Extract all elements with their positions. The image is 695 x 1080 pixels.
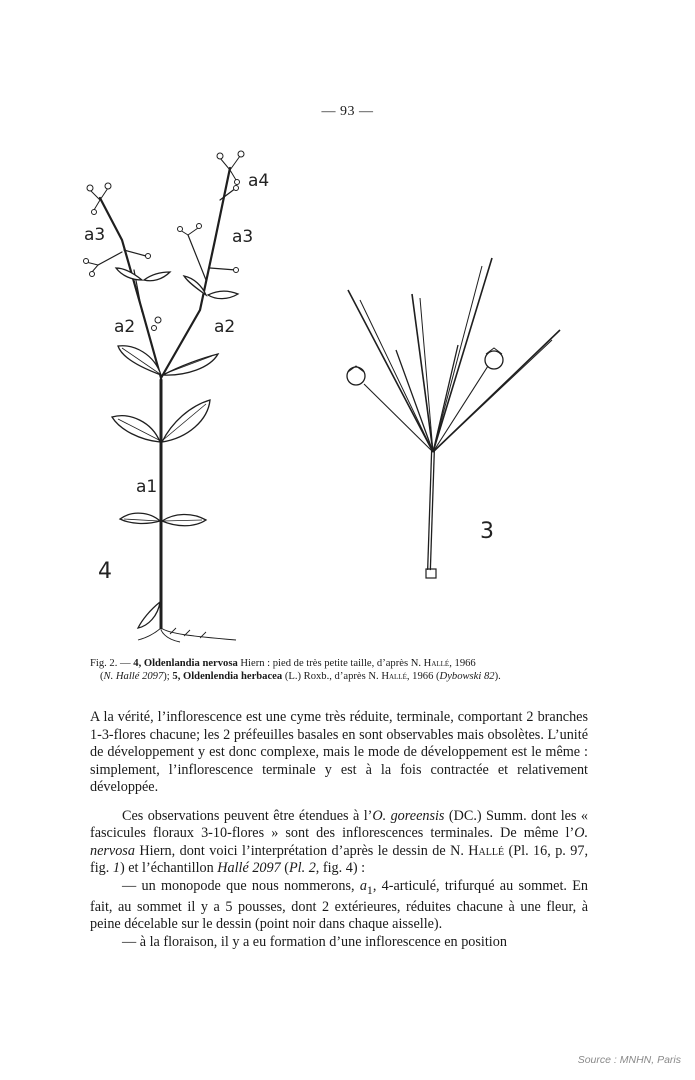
caption-fig-ref: Fig. 2. —: [90, 658, 134, 669]
herbacea-illustration: [347, 258, 560, 578]
leaf: [144, 272, 170, 281]
list-item: — à la floraison, il y a eu formation d’une inflorescence en position: [122, 933, 507, 950]
caption-specimen: N. Hallé 2097: [103, 671, 164, 682]
leaf: [208, 291, 238, 299]
caption-specimen: Dybowski 82: [439, 671, 495, 682]
leaf: [120, 513, 160, 523]
leaf: [184, 276, 206, 295]
label-a3-right: a3: [232, 227, 254, 247]
leaf: [116, 268, 142, 280]
paragraph-1: A la vérité, l’inflorescence est une cyme très réduite, terminale, comportant 2 branches 1-3-flores chacune; les 2 préfeuilles basales en sont observables mais obsolètes. L’unité de développement y est donc complexe, mais le mode de développement est le même : simplement, l’inflorescence terminale y est à la fois contractée et relativement développée.: [90, 709, 588, 795]
roots: [138, 628, 236, 642]
figure-illustration: [60, 140, 620, 650]
caption-species-5: 5, Oldenlendia herbacea: [172, 671, 283, 682]
caption-halle: Hallé: [423, 658, 450, 669]
page-number: — 93 —: [321, 104, 374, 119]
caption-species-4: 4, Oldenlandia nervosa: [133, 658, 238, 669]
leaf: [138, 602, 160, 628]
flower-buds: [84, 151, 245, 331]
label-a2-left: a2: [114, 317, 136, 337]
body-text: [90, 709, 588, 951]
label-a3-left: a3: [84, 225, 106, 245]
label-a2-right: a2: [214, 317, 236, 337]
label-a4: a4: [248, 171, 270, 191]
label-fig3: 3: [480, 519, 494, 544]
label-fig4: 4: [98, 559, 112, 584]
list-item: — un monopode que nous nommerons, $a_1$, 4-articulé, trifurqué au sommet. En fait, au sommet il y a 5 pousses, dont 2 extérieures, réduites chacune à une fleur, à peine décelable sur le dessin (point noir dans chaque aisselle).: [90, 877, 588, 933]
label-a1: a1: [136, 477, 158, 497]
paragraph-2: Ces observations peuvent être étendues à l’O. goreensis (DC.) Summ. dont les « fascicules floraux 3-10-flores » sont des inflorescences terminales. De même l’O. nervosa Hiern, dont voici l’interprétation d’après le dessin de N. Hallé (Pl. 16, p. 97, fig. 1) et l’échantillon Hallé 2097 (Pl. 2, fig. 4) :: [90, 807, 588, 876]
right-branch: [161, 168, 230, 378]
source-credit: Source : MNHN, Paris: [577, 1054, 681, 1066]
botanical-figure: [60, 140, 620, 650]
figure-caption: Fig. 2. — 4, Oldenlandia nervosa Hiern : pied de très petite taille, d’après N. Hallé, 1966 (N. Hallé 2097); 5, Oldenlendia herbacea (L.) Roxb., d’après N. Hallé, 1966 (Dybowski 82).: [90, 658, 501, 682]
